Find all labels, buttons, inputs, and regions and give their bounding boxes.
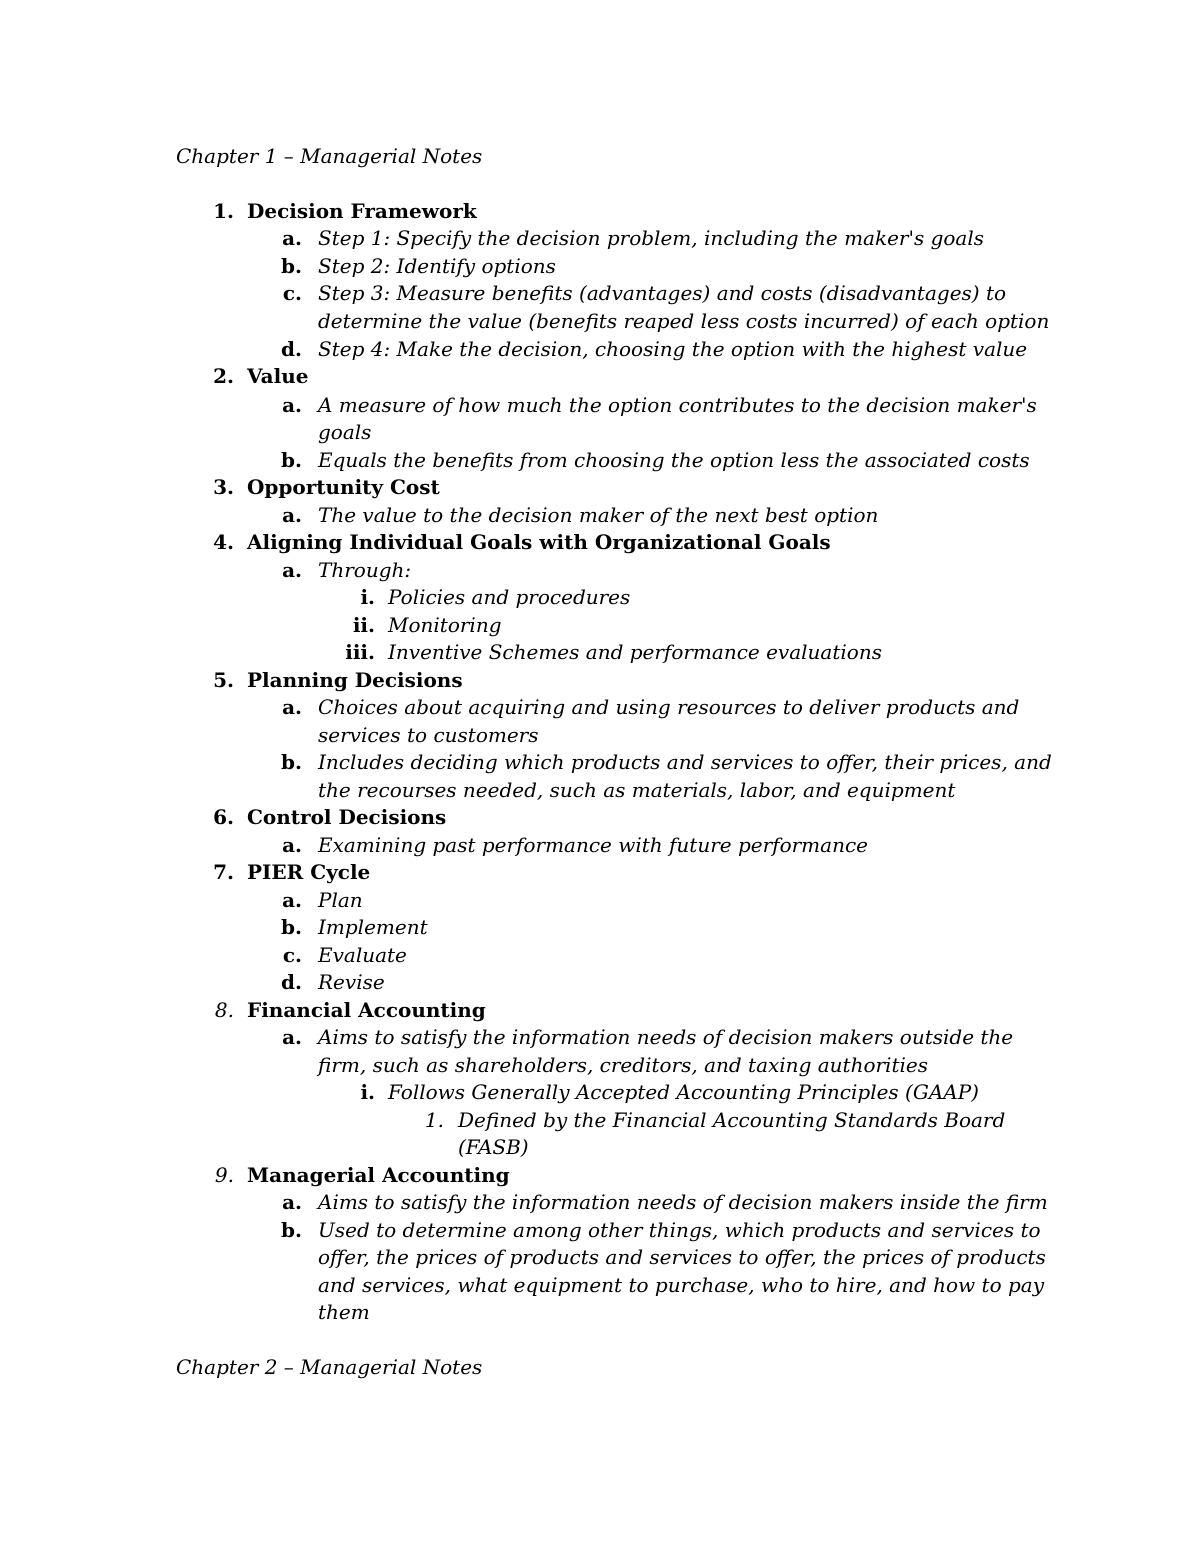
sub-marker: a. — [282, 1025, 302, 1049]
roman-marker: ii. — [352, 613, 375, 637]
chapter-2-heading: Chapter 2 – Managerial Notes — [176, 1355, 483, 1379]
sub-item-text: A measure of how much the option contributes to the decision maker's — [318, 393, 1037, 417]
item-title-decision-framework: Decision Framework — [247, 199, 477, 223]
sub-item-text: Step 3: Measure benefits (advantages) and costs (disadvantages) to — [318, 281, 1007, 305]
item-title-aligning-goals: Aligning Individual Goals with Organizational Goals — [247, 530, 831, 554]
sub-marker: a. — [282, 1190, 302, 1214]
sub-item-text: Step 2: Identify options — [318, 254, 556, 278]
sub-marker: c. — [282, 281, 302, 305]
item-number: 9. — [214, 1163, 234, 1187]
roman-item-text: Follows Generally Accepted Accounting Principles (GAAP) — [388, 1080, 979, 1104]
sub-item-text-continued: the recourses needed, such as materials, labor, and equipment — [318, 778, 956, 802]
sub-item-text-continued: determine the value (benefits reaped less costs incurred) of each option — [318, 309, 1050, 333]
sub-item-text: Through: — [318, 558, 412, 582]
sub-item-text-continued: and services, what equipment to purchase, who to hire, and how to pay — [318, 1273, 1044, 1297]
sub-item-text: Aims to satisfy the information needs of decision makers outside the — [318, 1025, 1014, 1049]
chapter-1-heading: Chapter 1 – Managerial Notes — [176, 144, 483, 168]
sub-marker: b. — [281, 448, 302, 472]
sub-item-text: Step 4: Make the decision, choosing the option with the highest value — [318, 337, 1028, 361]
item-title-financial-accounting: Financial Accounting — [247, 998, 486, 1022]
sub-item-text: Step 1: Specify the decision problem, including the maker's goals — [318, 226, 985, 250]
sub-marker: c. — [282, 943, 302, 967]
roman-marker: i. — [360, 585, 375, 609]
item-number: 2. — [213, 364, 234, 388]
roman-marker: i. — [360, 1080, 375, 1104]
item-number: 6. — [213, 805, 234, 829]
sub-item-text: Examining past performance with future performance — [318, 833, 868, 857]
sub-marker: a. — [282, 393, 302, 417]
sub-marker: a. — [282, 558, 302, 582]
sub-item-text: Includes deciding which products and services to offer, their prices, and — [318, 750, 1052, 774]
sub-item-text-continued: them — [318, 1300, 370, 1324]
sub-marker: b. — [281, 1218, 302, 1242]
sub-item-text: Revise — [318, 970, 385, 994]
item-title-pier-cycle: PIER Cycle — [247, 860, 371, 884]
numbered-item-text-continued: (FASB) — [458, 1135, 529, 1159]
sub-item-text-continued: services to customers — [318, 723, 539, 747]
sub-item-text-continued: firm, such as shareholders, creditors, and taxing authorities — [318, 1053, 928, 1077]
roman-item-text: Policies and procedures — [388, 585, 631, 609]
item-number: 4. — [213, 530, 234, 554]
roman-marker: iii. — [345, 640, 375, 664]
item-number: 8. — [214, 998, 234, 1022]
item-number: 7. — [213, 860, 234, 884]
sub-marker: a. — [282, 888, 302, 912]
sub-marker: b. — [281, 750, 302, 774]
sub-marker: a. — [282, 833, 302, 857]
sub-item-text: The value to the decision maker of the next best option — [318, 503, 879, 527]
sub-item-text: Plan — [318, 888, 363, 912]
numbered-marker: 1. — [424, 1108, 444, 1132]
item-title-value: Value — [247, 364, 309, 388]
roman-item-text: Inventive Schemes and performance evaluations — [388, 640, 882, 664]
sub-marker: a. — [282, 503, 302, 527]
sub-marker: d. — [281, 337, 302, 361]
item-number: 5. — [213, 668, 234, 692]
sub-item-text: Equals the benefits from choosing the option less the associated costs — [318, 448, 1030, 472]
item-title-planning-decisions: Planning Decisions — [247, 668, 463, 692]
sub-marker: d. — [281, 970, 302, 994]
roman-item-text: Monitoring — [388, 613, 502, 637]
sub-marker: a. — [282, 226, 302, 250]
sub-item-text-continued: offer, the prices of products and services to offer, the prices of products — [318, 1245, 1046, 1269]
item-title-opportunity-cost: Opportunity Cost — [247, 475, 440, 499]
sub-marker: b. — [281, 915, 302, 939]
sub-marker: b. — [281, 254, 302, 278]
sub-item-text: Used to determine among other things, which products and services to — [318, 1218, 1041, 1242]
sub-item-text: Evaluate — [318, 943, 407, 967]
numbered-item-text: Defined by the Financial Accounting Standards Board — [458, 1108, 1006, 1132]
sub-marker: a. — [282, 695, 302, 719]
item-number: 1. — [213, 199, 234, 223]
item-number: 3. — [213, 475, 234, 499]
sub-item-text-continued: goals — [318, 420, 372, 444]
sub-item-text: Choices about acquiring and using resources to deliver products and — [318, 695, 1020, 719]
sub-item-text: Implement — [318, 915, 428, 939]
item-title-control-decisions: Control Decisions — [247, 805, 447, 829]
item-title-managerial-accounting: Managerial Accounting — [247, 1163, 510, 1187]
sub-item-text: Aims to satisfy the information needs of decision makers inside the firm — [318, 1190, 1048, 1214]
